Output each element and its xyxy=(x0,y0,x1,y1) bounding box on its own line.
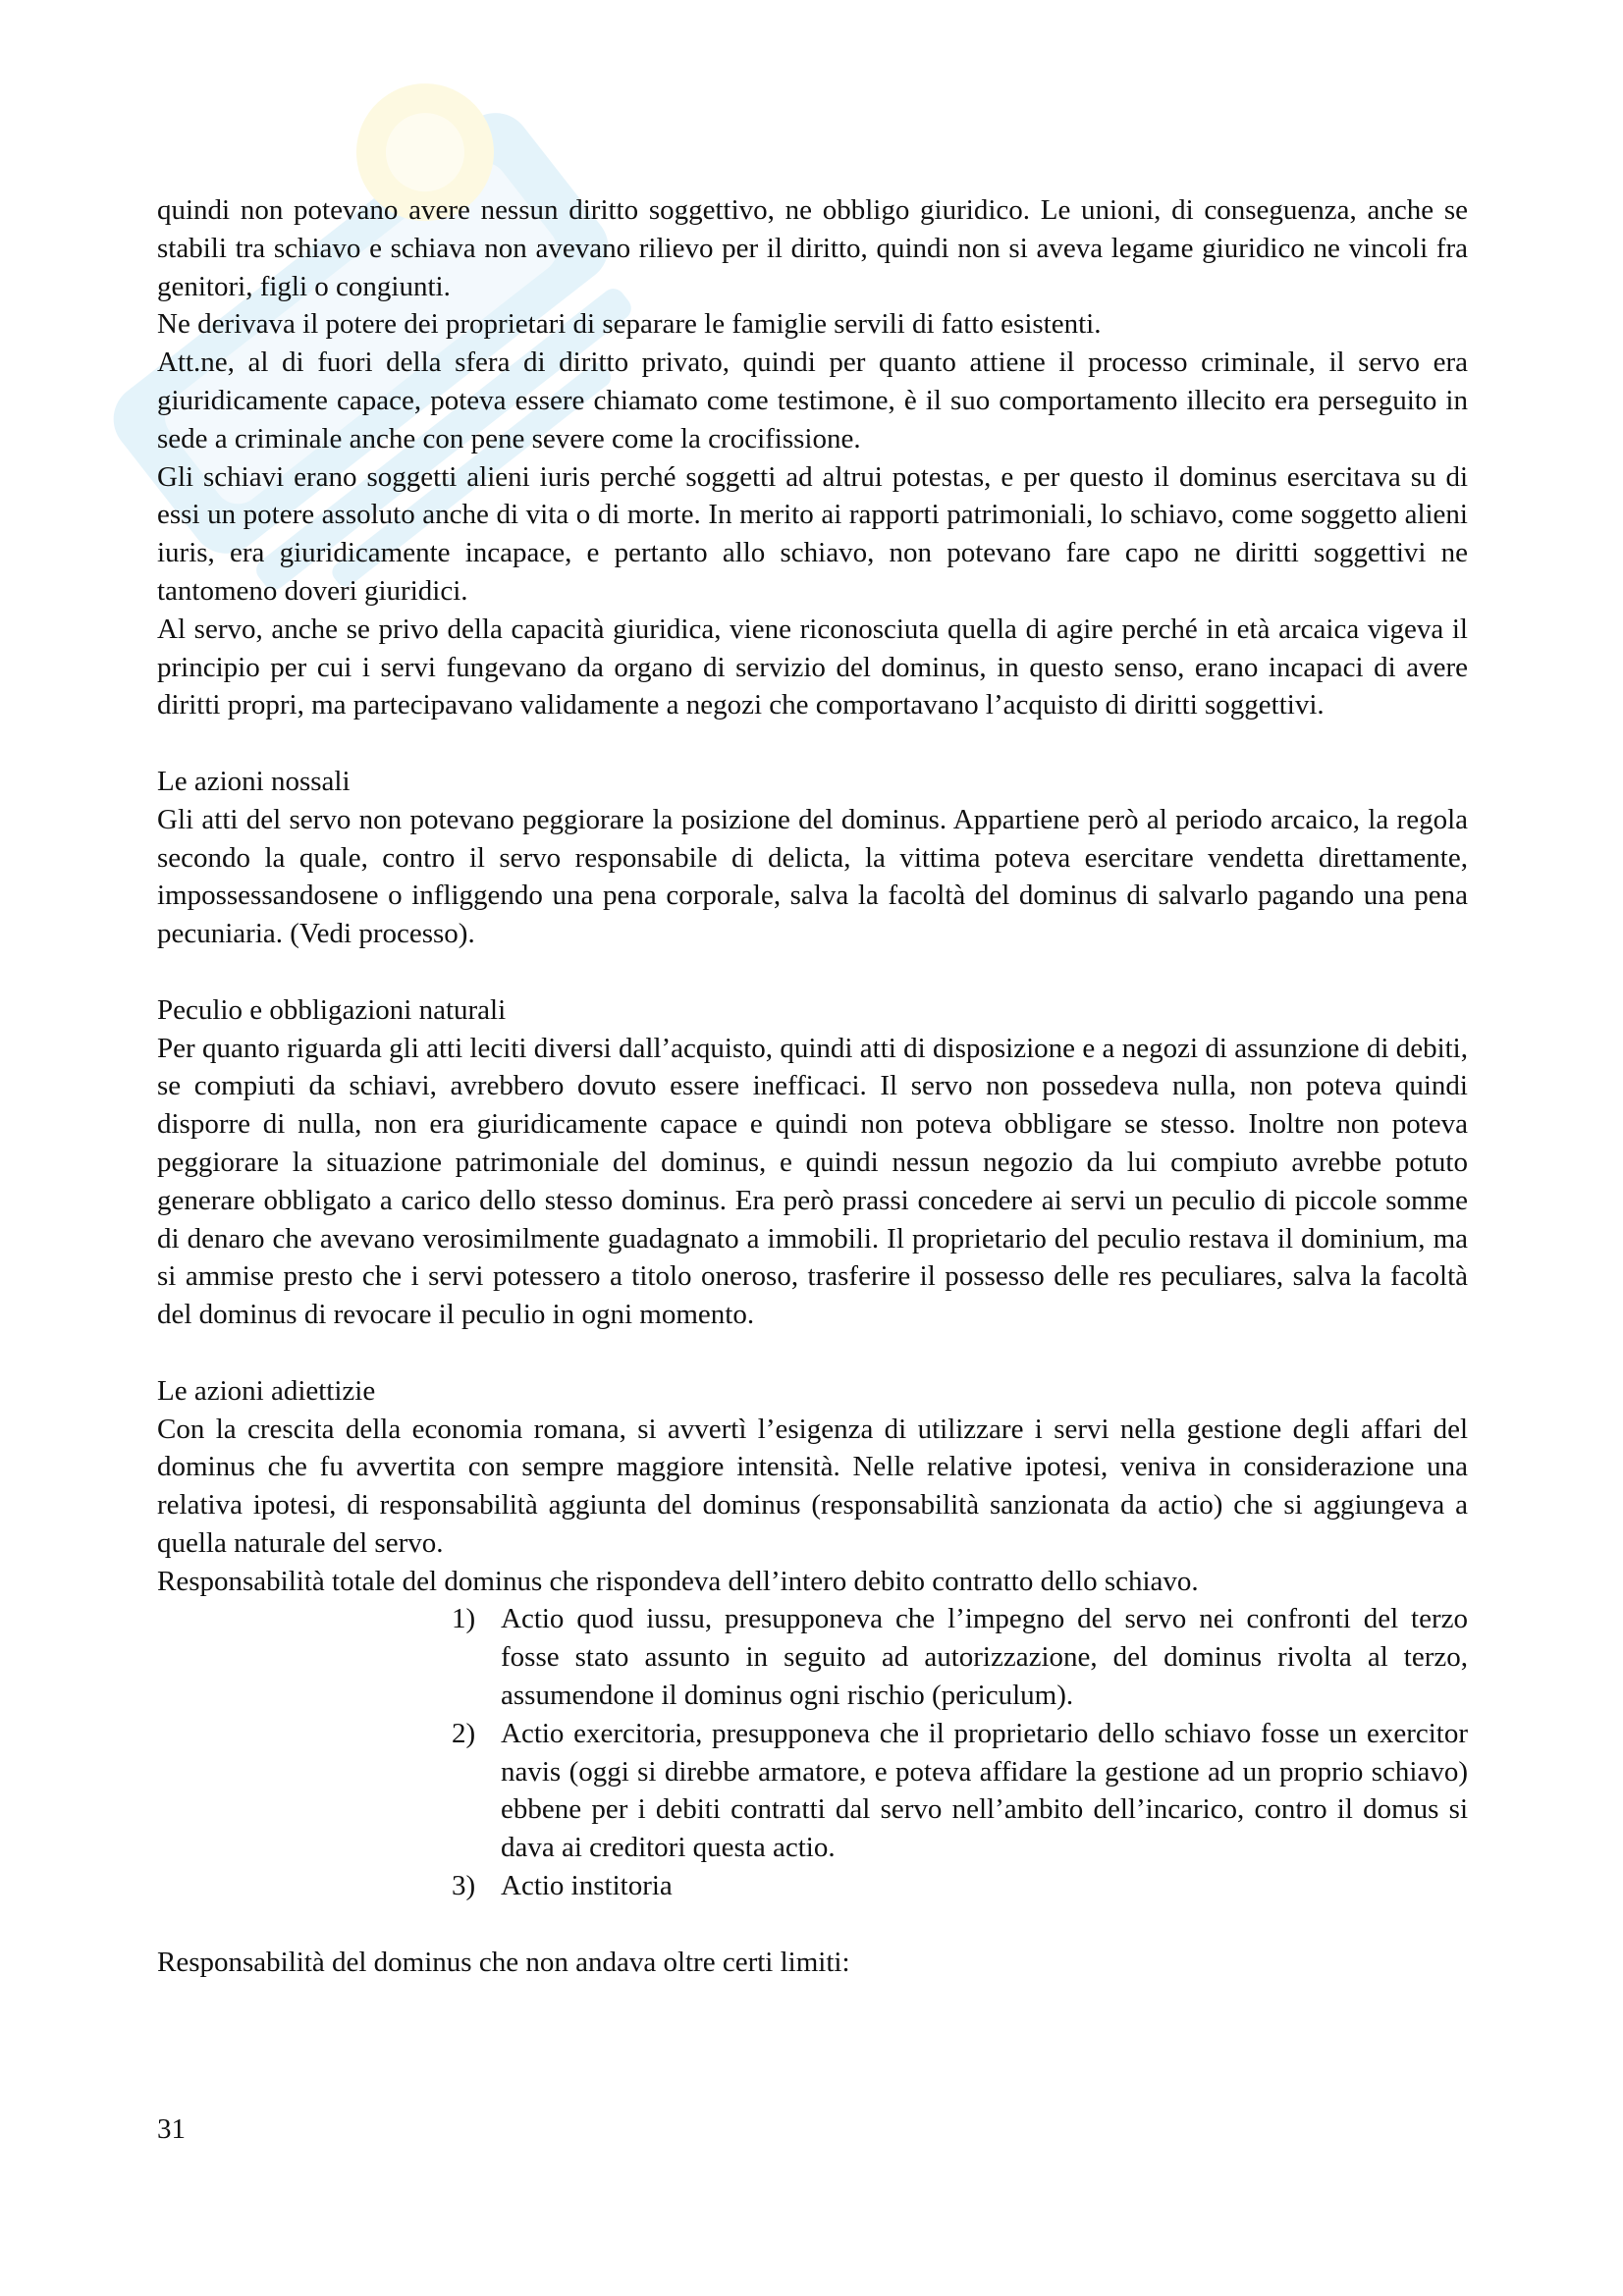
list-item-text: Actio institoria xyxy=(501,1870,673,1902)
document-body xyxy=(157,191,1468,1981)
paragraph: Con la crescita della economia romana, si avvertì l’esigenza di utilizzare i servi nella gestione degli affari del dominus che fu avvertita con sempre maggiore intensità. Nelle relative ipotesi, veniva in considerazione una relativa ipotesi, di responsabilità aggiunta del dominus (responsabilità sanzionata da actio) che si aggiungeva a quella naturale del servo. xyxy=(157,1413,1468,1559)
section-heading-azioni-adiettizie: Le azioni adiettizie xyxy=(157,1374,376,1407)
section-heading-peculio: Peculio e obbligazioni naturali xyxy=(157,993,507,1026)
list-number: 1) xyxy=(452,1603,476,1635)
paragraph: Att.ne, al di fuori della sfera di diritto privato, quindi per quanto attiene il processo criminale, il servo era giuridicamente capace, poteva essere chiamato come testimone, è il suo comportamento illecito era perseguito in sede a criminale anche con pene severe come la crocifissione. xyxy=(157,347,1468,454)
paragraph: Responsabilità totale del dominus che rispondeva dell’intero debito contratto dello schiavo. xyxy=(157,1565,1199,1597)
list-item-text: Actio quod iussu, presupponeva che l’impegno del servo nei confronti del terzo fosse stato assunto in seguito ad autorizzazione, del dominus rivolta al terzo, assumendone il dominus ogni rischio (periculum). xyxy=(501,1603,1468,1712)
paragraph: Per quanto riguarda gli atti leciti diversi dall’acquisto, quindi atti di disposizione e a negozi di assunzione di debiti, se compiuti da schiavi, avrebbero dovuto essere inefficaci. Il servo non possedeva nulla, non poteva quindi disporre di nulla, non era giuridicamente capace e quindi non poteva obbligare se stesso. Inoltre non poteva peggiorare la situazione patrimoniale del dominus, e quindi nessun negozio da lui compiuto avrebbe potuto generare obbligato a carico dello stesso dominus. Era però prassi concedere ai servi un peculio di piccole somme di denaro che avevano verosimilmente guadagnato a immobili. Il proprietario del peculio restava il dominium, ma si ammise presto che i servi potessero a titolo oneroso, trasferire il possesso delle res peculiares, salva la facoltà del dominus di revocare il peculio in ogni momento. xyxy=(157,1032,1468,1331)
list-item xyxy=(452,1715,1468,1867)
paragraph: Responsabilità del dominus che non andava oltre certi limiti: xyxy=(157,1946,850,1978)
paragraph: Gli atti del servo non potevano peggiorare la posizione del dominus. Appartiene però al periodo arcaico, la regola secondo la quale, contro il servo responsabile di delicta, la vittima poteva esercitare vendetta direttamente, impossessandosene o infliggendo una pena corporale, salva la facoltà del dominus di salvarlo pagando una pena pecuniaria. (Vedi processo). xyxy=(157,803,1468,950)
list-item-text: Actio exercitoria, presupponeva che il proprietario dello schiavo fosse un exercitor navis (oggi si direbbe armatore, e poteva affidare la gestione ad un proprio schiavo) ebbene per i debiti contratti dal servo nell’ambito dell’incarico, contro il domus si dava ai creditori questa actio. xyxy=(501,1717,1468,1864)
page-number: 31 xyxy=(157,2113,186,2145)
list-number: 2) xyxy=(452,1717,476,1749)
list-item xyxy=(452,1867,1468,1905)
list-item xyxy=(452,1600,1468,1714)
paragraph: quindi non potevano avere nessun diritto soggettivo, ne obbligo giuridico. Le unioni, di conseguenza, anche se stabili tra schiavo e schiava non avevano rilievo per il diritto, quindi non si aveva legame giuridico ne vincoli fra genitori, figli o congiunti. xyxy=(157,194,1468,302)
paragraph: Gli schiavi erano soggetti alieni iuris perché soggetti ad altrui potestas, e per questo il dominus esercitava su di essi un potere assoluto anche di vita o di morte. In merito ai rapporti patrimoniali, lo schiavo, come soggetto alieni iuris, era giuridicamente incapace, e pertanto allo schiavo, non potevano fare capo ne diritti soggettivi ne tantomeno doveri giuridici. xyxy=(157,460,1468,607)
list-number: 3) xyxy=(452,1870,476,1902)
paragraph: Ne derivava il potere dei proprietari di separare le famiglie servili di fatto esistenti. xyxy=(157,308,1102,341)
paragraph: Al servo, anche se privo della capacità giuridica, viene riconosciuta quella di agire perché in età arcaica vigeva il principio per cui i servi fungevano da organo di servizio del dominus, in questo senso, erano incapaci di avere diritti propri, ma partecipavano validamente a negozi che comportavano l’acquisto di diritti soggettivi. xyxy=(157,613,1468,721)
section-heading-azioni-nossali: Le azioni nossali xyxy=(157,765,351,797)
numbered-list xyxy=(157,1600,1468,1904)
